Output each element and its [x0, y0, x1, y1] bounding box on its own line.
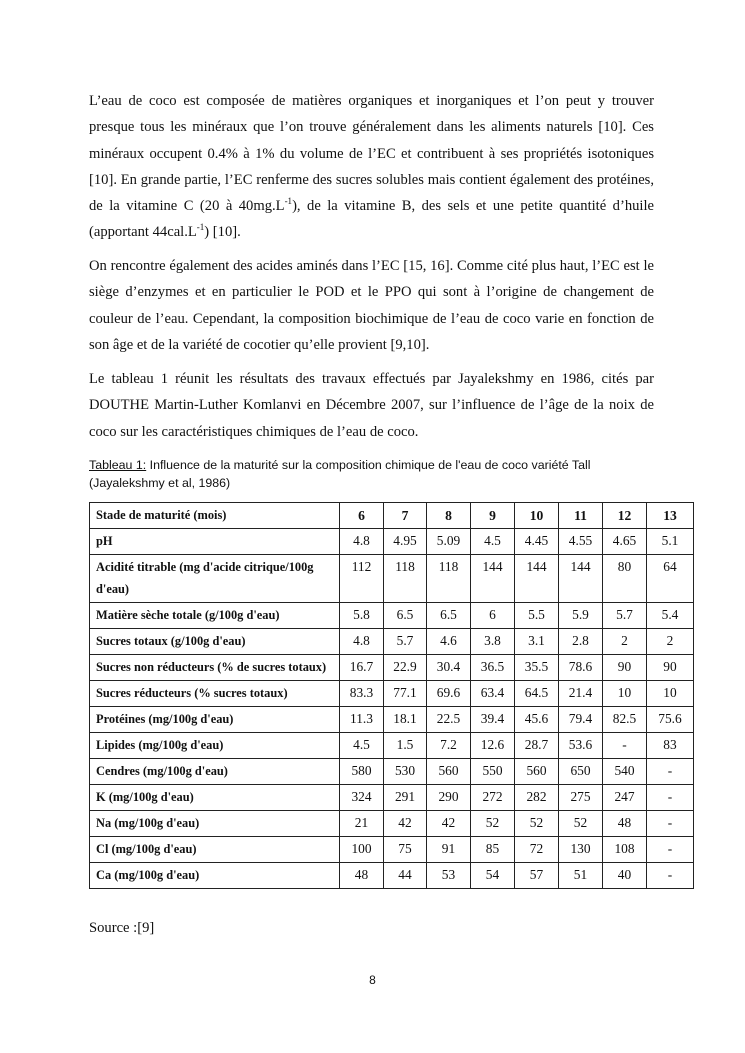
- table-row: [90, 785, 694, 811]
- header-month-cell: 10: [515, 503, 559, 529]
- table-row: [90, 863, 694, 889]
- value-cell: -: [647, 759, 694, 785]
- table-row: [90, 529, 694, 555]
- table-row: [90, 603, 694, 629]
- header-month-cell: 11: [559, 503, 603, 529]
- value-cell: 108: [603, 837, 647, 863]
- value-cell: 291: [384, 785, 427, 811]
- value-cell: 1.5: [384, 733, 427, 759]
- table-row: [90, 681, 694, 707]
- value-cell: 5.1: [647, 529, 694, 555]
- maturity-composition-table: [89, 502, 694, 889]
- value-cell: 48: [603, 811, 647, 837]
- value-cell: 82.5: [603, 707, 647, 733]
- value-cell: 78.6: [559, 655, 603, 681]
- value-cell: 6.5: [384, 603, 427, 629]
- value-cell: -: [603, 733, 647, 759]
- value-cell: 53.6: [559, 733, 603, 759]
- table-row: [90, 811, 694, 837]
- value-cell: 2: [647, 629, 694, 655]
- row-label-cell: Sucres réducteurs (% sucres totaux): [90, 681, 340, 707]
- value-cell: 51: [559, 863, 603, 889]
- value-cell: 4.45: [515, 529, 559, 555]
- value-cell: 28.7: [515, 733, 559, 759]
- value-cell: 550: [471, 759, 515, 785]
- row-label-cell: Na (mg/100g d'eau): [90, 811, 340, 837]
- value-cell: 324: [340, 785, 384, 811]
- value-cell: 144: [559, 555, 603, 603]
- value-cell: 5.4: [647, 603, 694, 629]
- value-cell: 83: [647, 733, 694, 759]
- value-cell: 560: [515, 759, 559, 785]
- value-cell: 16.7: [340, 655, 384, 681]
- value-cell: 5.8: [340, 603, 384, 629]
- value-cell: 91: [427, 837, 471, 863]
- table-row: [90, 707, 694, 733]
- value-cell: 79.4: [559, 707, 603, 733]
- value-cell: 69.6: [427, 681, 471, 707]
- value-cell: 11.3: [340, 707, 384, 733]
- value-cell: 275: [559, 785, 603, 811]
- header-month-cell: 13: [647, 503, 694, 529]
- value-cell: 85: [471, 837, 515, 863]
- value-cell: 35.5: [515, 655, 559, 681]
- value-cell: 30.4: [427, 655, 471, 681]
- header-label-cell: Stade de maturité (mois): [90, 503, 340, 529]
- value-cell: 52: [471, 811, 515, 837]
- row-label-cell: Cendres (mg/100g d'eau): [90, 759, 340, 785]
- value-cell: 63.4: [471, 681, 515, 707]
- row-label-cell: K (mg/100g d'eau): [90, 785, 340, 811]
- value-cell: 77.1: [384, 681, 427, 707]
- table-row: [90, 837, 694, 863]
- table-header-row: [90, 503, 694, 529]
- paragraph-composition-part-b: ), de la vitamine B, des sels et une petite quantité d’huile (apportant 44cal.L: [89, 198, 655, 241]
- value-cell: 540: [603, 759, 647, 785]
- value-cell: 650: [559, 759, 603, 785]
- value-cell: 18.1: [384, 707, 427, 733]
- value-cell: 75.6: [647, 707, 694, 733]
- paragraph-amino-acids: On rencontre également des acides aminés dans l’EC [15, 16]. Comme cité plus haut, l’EC est le siège d’enzymes et en particulier le POD et le PPO qui sont à l’origine de changement de couleur de l’eau. Cependant, la composition biochimique de l’eau de coco varie en fonction de son âge et de la variété de cocotier qu’elle provient [9,10].: [89, 258, 654, 353]
- value-cell: 3.8: [471, 629, 515, 655]
- row-label-cell: Matière sèche totale (g/100g d'eau): [90, 603, 340, 629]
- table-row: [90, 629, 694, 655]
- value-cell: 22.5: [427, 707, 471, 733]
- paragraph-composition-part-c: ) [10].: [204, 224, 241, 241]
- superscript-unit: -1: [196, 222, 205, 233]
- value-cell: -: [647, 811, 694, 837]
- value-cell: 72: [515, 837, 559, 863]
- value-cell: 6.5: [427, 603, 471, 629]
- value-cell: 83.3: [340, 681, 384, 707]
- value-cell: 22.9: [384, 655, 427, 681]
- header-month-cell: 6: [340, 503, 384, 529]
- table-row: [90, 759, 694, 785]
- row-label-cell: Lipides (mg/100g d'eau): [90, 733, 340, 759]
- value-cell: 5.9: [559, 603, 603, 629]
- value-cell: 290: [427, 785, 471, 811]
- value-cell: -: [647, 863, 694, 889]
- value-cell: 42: [384, 811, 427, 837]
- value-cell: 36.5: [471, 655, 515, 681]
- value-cell: 118: [384, 555, 427, 603]
- paragraph-table-intro: Le tableau 1 réunit les résultats des travaux effectués par Jayalekshmy en 1986, cités par DOUTHE Martin-Luther Komlanvi en Décembre 2007, sur l’influence de l’âge de la noix de coco sur les caractéristiques chimiques de l’eau de coco.: [89, 371, 654, 440]
- row-label-cell: Sucres non réducteurs (% de sucres totaux): [90, 655, 340, 681]
- row-label-cell: Acidité titrable (mg d'acide citrique/100g d'eau): [90, 555, 340, 603]
- value-cell: 48: [340, 863, 384, 889]
- header-month-cell: 7: [384, 503, 427, 529]
- value-cell: 3.1: [515, 629, 559, 655]
- value-cell: 45.6: [515, 707, 559, 733]
- superscript-unit: -1: [284, 196, 293, 207]
- page-number: 8: [369, 973, 376, 987]
- value-cell: 530: [384, 759, 427, 785]
- value-cell: 52: [559, 811, 603, 837]
- value-cell: 560: [427, 759, 471, 785]
- value-cell: 21.4: [559, 681, 603, 707]
- value-cell: 4.6: [427, 629, 471, 655]
- value-cell: 80: [603, 555, 647, 603]
- value-cell: 5.7: [603, 603, 647, 629]
- value-cell: -: [647, 785, 694, 811]
- value-cell: 282: [515, 785, 559, 811]
- value-cell: 4.55: [559, 529, 603, 555]
- value-cell: -: [647, 837, 694, 863]
- value-cell: 4.8: [340, 529, 384, 555]
- value-cell: 118: [427, 555, 471, 603]
- table-row: [90, 555, 694, 603]
- value-cell: 44: [384, 863, 427, 889]
- value-cell: 7.2: [427, 733, 471, 759]
- value-cell: 112: [340, 555, 384, 603]
- value-cell: 2: [603, 629, 647, 655]
- header-month-cell: 8: [427, 503, 471, 529]
- table-row: [90, 655, 694, 681]
- value-cell: 4.8: [340, 629, 384, 655]
- value-cell: 2.8: [559, 629, 603, 655]
- row-label-cell: Cl (mg/100g d'eau): [90, 837, 340, 863]
- value-cell: 130: [559, 837, 603, 863]
- value-cell: 6: [471, 603, 515, 629]
- table-caption-text: Influence de la maturité sur la composition chimique de l'eau de coco variété Tall (Jayalekshmy et al, 1986): [89, 458, 591, 490]
- row-label-cell: Ca (mg/100g d'eau): [90, 863, 340, 889]
- value-cell: 5.5: [515, 603, 559, 629]
- table-caption: [89, 456, 669, 492]
- value-cell: 4.5: [340, 733, 384, 759]
- value-cell: 144: [471, 555, 515, 603]
- table-caption-label: Tableau 1:: [89, 458, 147, 472]
- paragraph-composition: [89, 88, 654, 246]
- value-cell: 90: [647, 655, 694, 681]
- value-cell: 5.7: [384, 629, 427, 655]
- value-cell: 64: [647, 555, 694, 603]
- value-cell: 4.65: [603, 529, 647, 555]
- value-cell: 272: [471, 785, 515, 811]
- value-cell: 57: [515, 863, 559, 889]
- row-label-cell: Sucres totaux (g/100g d'eau): [90, 629, 340, 655]
- value-cell: 39.4: [471, 707, 515, 733]
- row-label-cell: pH: [90, 529, 340, 555]
- value-cell: 75: [384, 837, 427, 863]
- value-cell: 10: [647, 681, 694, 707]
- value-cell: 42: [427, 811, 471, 837]
- value-cell: 10: [603, 681, 647, 707]
- value-cell: 21: [340, 811, 384, 837]
- header-month-cell: 12: [603, 503, 647, 529]
- paragraph-composition-part-a: L’eau de coco est composée de matières organiques et inorganiques et l’on peut y trouver presque tous les minéraux que l’on trouve généralement dans les aliments naturels [10]. Ces minéraux occupent 0.4% à 1% du volume de l’EC et contribuent à ses propriétés isotoniques [10]. En grande partie, l’EC renferme des sucres solubles mais contient également des protéines, de la vitamine C (20 à 40mg.L: [89, 93, 654, 215]
- value-cell: 144: [515, 555, 559, 603]
- value-cell: 12.6: [471, 733, 515, 759]
- value-cell: 52: [515, 811, 559, 837]
- value-cell: 90: [603, 655, 647, 681]
- row-label-cell: Protéines (mg/100g d'eau): [90, 707, 340, 733]
- value-cell: 4.95: [384, 529, 427, 555]
- value-cell: 100: [340, 837, 384, 863]
- value-cell: 5.09: [427, 529, 471, 555]
- value-cell: 580: [340, 759, 384, 785]
- value-cell: 4.5: [471, 529, 515, 555]
- value-cell: 53: [427, 863, 471, 889]
- value-cell: 40: [603, 863, 647, 889]
- table-row: [90, 733, 694, 759]
- value-cell: 64.5: [515, 681, 559, 707]
- header-month-cell: 9: [471, 503, 515, 529]
- table-source: Source :[9]: [89, 920, 155, 936]
- value-cell: 54: [471, 863, 515, 889]
- value-cell: 247: [603, 785, 647, 811]
